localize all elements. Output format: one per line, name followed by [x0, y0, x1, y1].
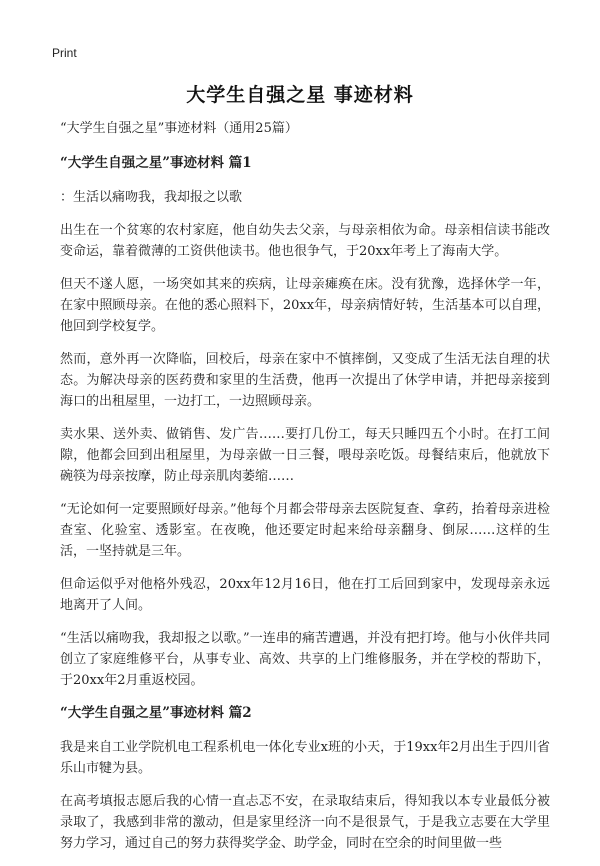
paragraph: 但命运似乎对他格外残忍，20xx年12月16日，他在打工后回到家中，发现母亲永远地离开了人间。: [60, 577, 550, 613]
paragraph: 出生在一个贫寒的农村家庭，他自幼失去父亲，与母亲相依为命。母亲相信读书能改变命运，靠着微薄的工资供他读书。他也很争气，于20xx年考上了海南大学。: [60, 223, 550, 259]
print-link[interactable]: Print: [52, 46, 77, 60]
page-title: 大学生自强之星 事迹材料: [186, 84, 414, 106]
paragraph: 我是来自工业学院机电工程系机电一体化专业x班的小天，于19xx年2月出生于四川省乐山市犍为县。: [60, 740, 550, 776]
section-heading-1: “大学生自强之星”事迹材料 篇1: [60, 155, 252, 171]
paragraph: 卖水果、送外卖、做销售、发广告……要打几份工，每天只睡四五个小时。在打工间隙，他都会回到出租屋里，为母亲做一日三餐，喂母亲吃饭。母餐结束后，他就放下碗筷为母亲按摩，防止母亲肌肉萎缩……: [60, 427, 550, 484]
document-body: [60, 118, 550, 866]
paragraph: ：生活以痛吻我，我却报之以歌: [60, 190, 243, 205]
paragraph: “无论如何一定要照顾好母亲。”他每个月都会带母亲去医院复查、拿药，抬着母亲进检查室、化验室、透影室。在夜晚，他还要定时起来给母亲翻身、倒尿……这样的生活，一坚持就是三年。: [60, 502, 550, 559]
paragraph: 在高考填报志愿后我的心情一直忐忑不安，在录取结束后，得知我以本专业最低分被录取了，我感到非常的激动，但是家里经济一向不是很景气，于是我立志要在大学里努力学习，通过自己的努力获得奖学金、助学金，同时在空余的时间里做一些: [60, 794, 550, 851]
document-subtitle: “大学生自强之星”事迹材料（通用25篇）: [60, 121, 298, 136]
paragraph: 然而，意外再一次降临，回校后，母亲在家中不慎摔倒，又变成了生活无法自理的状态。为解决母亲的医药费和家里的生活费，他再一次提出了休学申请，并把母亲接到海口的出租屋里，一边打工，一边照顾母亲。: [60, 352, 550, 409]
section-heading-2: “大学生自强之星”事迹材料 篇2: [60, 705, 252, 721]
paragraph: 但天不遂人愿，一场突如其来的疾病，让母亲瘫痪在床。没有犹豫，选择休学一年，在家中照顾母亲。在他的悉心照料下，20xx年，母亲病情好转，生活基本可以自理，他回到学校复学。: [60, 277, 550, 334]
paragraph: “生活以痛吻我，我却报之以歌。”一连串的痛苦遭遇，并没有把打垮。他与小伙伴共同创立了家庭维修平台，从事专业、高效、共享的上门维修服务，并在学校的帮助下，于20xx年2月重返校园。: [60, 631, 550, 688]
